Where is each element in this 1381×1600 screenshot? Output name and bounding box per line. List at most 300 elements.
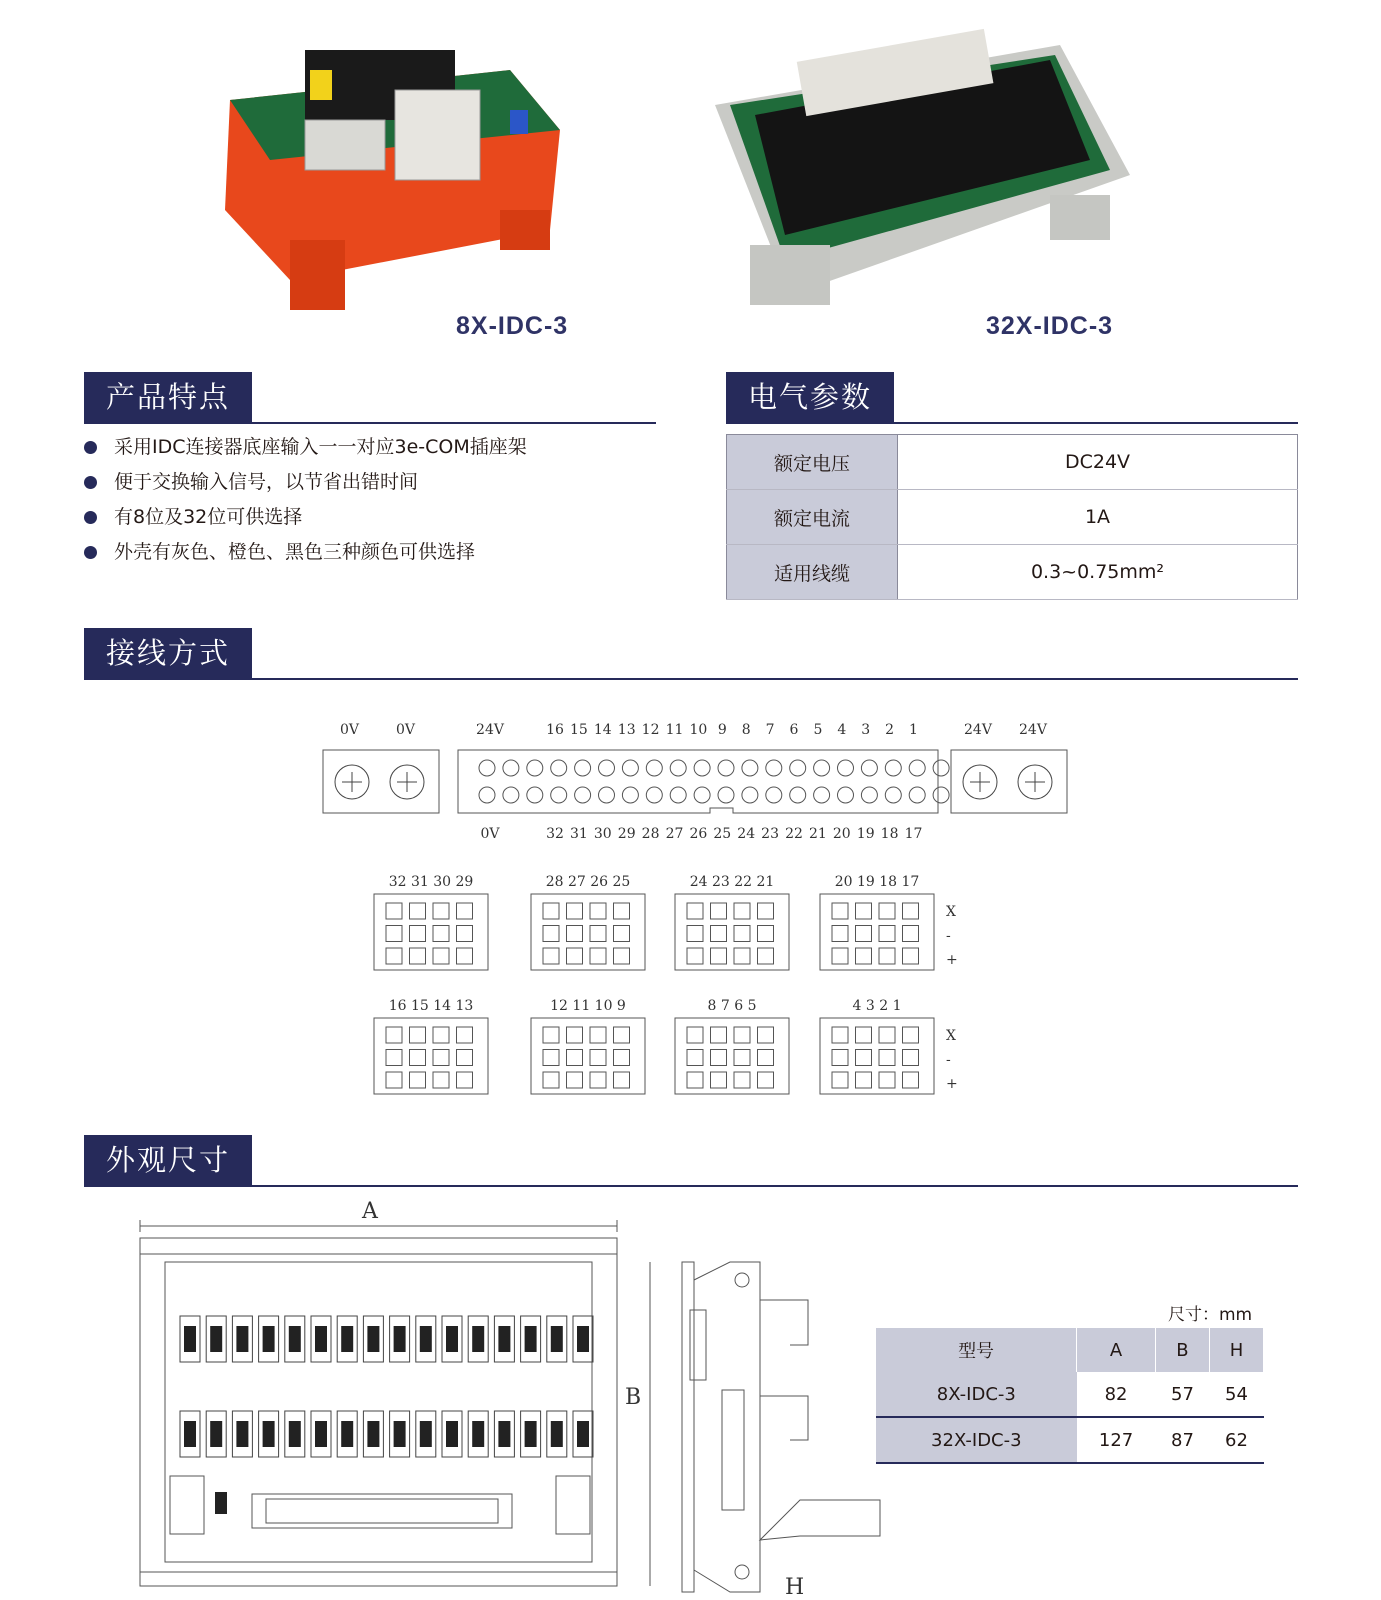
idc-pin xyxy=(527,787,543,803)
relay-slot xyxy=(367,1326,379,1352)
idc-pin xyxy=(718,787,734,803)
idc-top-labels xyxy=(476,722,918,738)
table-cell: 32X-IDC-3 xyxy=(876,1417,1077,1463)
idc-pin xyxy=(646,760,662,776)
relay-socket xyxy=(285,1316,305,1362)
feature-item: 有8位及32位可供选择 xyxy=(84,504,527,539)
idc-pin xyxy=(885,787,901,803)
relay-slot xyxy=(210,1421,222,1447)
terminal-cell xyxy=(903,948,919,964)
relay-slot xyxy=(289,1326,301,1352)
table-cell: 87 xyxy=(1155,1417,1209,1463)
terminal-group-label: 24 23 22 21 xyxy=(689,874,775,890)
relay-row xyxy=(180,1411,593,1457)
terminal-cell xyxy=(711,1072,727,1088)
terminal-cell xyxy=(758,1027,774,1043)
idc-pin-label: 18 xyxy=(880,826,899,842)
terminal-cell xyxy=(687,903,703,919)
relay-slot xyxy=(446,1326,458,1352)
side-mark: - xyxy=(946,1052,951,1068)
table-header-row xyxy=(876,1328,1264,1372)
terminal-cell xyxy=(879,1050,895,1066)
terminal-group-label: 28 27 26 25 xyxy=(545,874,631,890)
terminal-cell xyxy=(711,948,727,964)
relay-socket xyxy=(311,1316,331,1362)
terminal-cell xyxy=(856,1027,872,1043)
features-rule xyxy=(84,422,656,424)
relay-slot xyxy=(472,1326,484,1352)
relay-socket xyxy=(311,1411,331,1457)
side-mark: X xyxy=(946,904,956,920)
relay-slot xyxy=(577,1326,589,1352)
relay-slot xyxy=(525,1421,537,1447)
idc-pin-label: 21 xyxy=(808,826,827,842)
right-label-0: 24V xyxy=(964,722,992,738)
idc-pin-label: 20 xyxy=(832,826,851,842)
idc-pin-label: 2 xyxy=(885,722,895,738)
idc-pin xyxy=(479,787,495,803)
size-unit-label: 尺寸：mm xyxy=(1168,1305,1253,1325)
terminal-cell xyxy=(903,1050,919,1066)
relay-slot xyxy=(184,1421,196,1447)
terminal-cell xyxy=(567,1072,583,1088)
idc-pin xyxy=(861,760,877,776)
terminal-group-label: 12 11 10 9 xyxy=(550,998,626,1014)
terminal-group-label: 32 31 30 29 xyxy=(388,874,474,890)
idc-pin xyxy=(622,787,638,803)
idc-pin-label: 10 xyxy=(689,722,708,738)
idc-pin-label: 8 xyxy=(741,722,751,738)
terminal-cell xyxy=(457,1050,473,1066)
idc-pin-label: 19 xyxy=(856,826,875,842)
relay-socket xyxy=(363,1411,383,1457)
idc-bottom-labels xyxy=(480,826,922,842)
electrical-section-header xyxy=(726,372,1298,424)
idc-pin-label: 23 xyxy=(761,826,780,842)
terminal-group-box xyxy=(820,1018,934,1094)
table-cell: 62 xyxy=(1209,1417,1263,1463)
terminal-cell xyxy=(386,1050,402,1066)
terminal-cell xyxy=(457,926,473,942)
terminal-cell xyxy=(386,926,402,942)
dimensions-title: 外观尺寸 xyxy=(84,1135,252,1185)
idc-pin-label: 13 xyxy=(617,722,636,738)
right-terminal-block xyxy=(951,750,1067,813)
terminal-cell xyxy=(758,1050,774,1066)
wiring-rule xyxy=(84,678,1298,680)
relay-socket xyxy=(494,1411,514,1457)
relay-socket xyxy=(416,1411,436,1457)
idc-pin xyxy=(694,760,710,776)
terminal-cell xyxy=(386,1072,402,1088)
relay-socket xyxy=(337,1316,357,1362)
idc-pin xyxy=(814,787,830,803)
relay-socket xyxy=(180,1411,200,1457)
idc-pin xyxy=(599,787,615,803)
terminal-cell xyxy=(903,1027,919,1043)
param-key: 额定电压 xyxy=(727,435,898,490)
relay-slot xyxy=(236,1326,248,1352)
left-terminal-screws xyxy=(335,765,424,799)
features-title: 产品特点 xyxy=(84,372,252,422)
param-key: 适用线缆 xyxy=(727,545,898,600)
relay-slot xyxy=(184,1326,196,1352)
feature-item: 外壳有灰色、橙色、黑色三种颜色可供选择 xyxy=(84,539,527,574)
right-label-1: 24V xyxy=(1019,722,1047,738)
terminal-cell xyxy=(734,926,750,942)
relay-slot xyxy=(551,1326,563,1352)
terminal-cell xyxy=(832,1072,848,1088)
terminal-cell xyxy=(879,903,895,919)
idc-pin xyxy=(622,760,638,776)
idc-pin-label: 29 xyxy=(617,826,636,842)
terminal-cell xyxy=(734,1072,750,1088)
idc-pin-label: 9 xyxy=(717,722,727,738)
idc-pin-label: 32 xyxy=(546,826,564,842)
terminal-cell xyxy=(856,1050,872,1066)
wiring-section-header xyxy=(84,628,1298,680)
idc-pin-label: 6 xyxy=(789,722,799,738)
terminal-cell xyxy=(856,948,872,964)
relay-socket xyxy=(259,1316,279,1362)
side-mark: + xyxy=(946,1076,958,1092)
terminal-cell xyxy=(567,1050,583,1066)
relay-slot xyxy=(394,1326,406,1352)
terminal-cell xyxy=(543,903,559,919)
terminal-cell xyxy=(856,926,872,942)
dim-label-h: H xyxy=(785,1575,805,1600)
terminal-cell xyxy=(410,1027,426,1043)
relay-socket xyxy=(285,1411,305,1457)
idc-pin-label: 25 xyxy=(713,826,732,842)
relay-socket xyxy=(259,1411,279,1457)
idc-pin-label: 7 xyxy=(765,722,775,738)
terminal-cell xyxy=(758,1072,774,1088)
idc-pin xyxy=(551,760,567,776)
terminal-cell xyxy=(879,948,895,964)
terminal-cell xyxy=(856,903,872,919)
relay-socket xyxy=(521,1316,541,1362)
terminal-cell xyxy=(758,926,774,942)
dim-label-b: B xyxy=(625,1385,642,1410)
terminal-cell xyxy=(457,1027,473,1043)
terminal-cell xyxy=(614,1072,630,1088)
param-value: 1A xyxy=(898,490,1298,545)
terminal-group-box xyxy=(675,894,789,970)
terminal-group-box xyxy=(675,1018,789,1094)
relay-socket xyxy=(442,1316,462,1362)
relay-socket xyxy=(573,1316,593,1362)
relay-slot xyxy=(236,1421,248,1447)
relay-socket xyxy=(390,1411,410,1457)
terminal-cell xyxy=(879,1027,895,1043)
relay-slot xyxy=(498,1326,510,1352)
terminal-cell xyxy=(543,1072,559,1088)
column-header: A xyxy=(1077,1328,1156,1372)
terminal-cell xyxy=(832,948,848,964)
idc-pin-label: 1 xyxy=(909,722,918,738)
idc-pin xyxy=(575,787,591,803)
terminal-cell xyxy=(903,1072,919,1088)
terminal-group-label: 16 15 14 13 xyxy=(388,998,474,1014)
idc-pin xyxy=(838,787,854,803)
relay-socket xyxy=(547,1316,567,1362)
idc-pin xyxy=(503,787,519,803)
idc-pin xyxy=(479,760,495,776)
idc-pin-label: 26 xyxy=(689,826,708,842)
terminal-cell xyxy=(590,948,606,964)
relay-socket xyxy=(232,1411,252,1457)
terminal-cell xyxy=(614,926,630,942)
idc-pin xyxy=(670,760,686,776)
relay-socket xyxy=(573,1411,593,1457)
idc-pin xyxy=(599,760,615,776)
relay-socket xyxy=(468,1411,488,1457)
terminal-cell xyxy=(433,926,449,942)
terminal-cell xyxy=(457,1072,473,1088)
idc-pin xyxy=(933,760,949,776)
idc-pin xyxy=(790,760,806,776)
idc-pin xyxy=(838,760,854,776)
terminal-cell xyxy=(410,926,426,942)
idc-pin-label: 24V xyxy=(476,722,504,738)
table-cell: 54 xyxy=(1209,1372,1263,1417)
relay-socket xyxy=(494,1316,514,1362)
idc-pin xyxy=(742,787,758,803)
product-photo-32x xyxy=(710,5,1140,320)
terminal-cell xyxy=(879,1072,895,1088)
terminal-groups xyxy=(374,874,958,1094)
relay-slot xyxy=(394,1421,406,1447)
param-key: 额定电流 xyxy=(727,490,898,545)
terminal-cell xyxy=(614,903,630,919)
dimension-drawing-side xyxy=(682,1262,880,1600)
relay-slot xyxy=(315,1421,327,1447)
terminal-cell xyxy=(734,1027,750,1043)
terminal-cell xyxy=(567,1027,583,1043)
relay-socket xyxy=(521,1411,541,1457)
relay-slot xyxy=(263,1326,275,1352)
idc-pin xyxy=(861,787,877,803)
terminal-cell xyxy=(903,903,919,919)
idc-pin xyxy=(766,787,782,803)
terminal-cell xyxy=(386,948,402,964)
idc-pin xyxy=(790,787,806,803)
idc-pin xyxy=(814,760,830,776)
terminal-cell xyxy=(567,926,583,942)
relay-socket xyxy=(232,1316,252,1362)
idc-pin xyxy=(885,760,901,776)
terminal-group-label: 20 19 18 17 xyxy=(834,874,920,890)
terminal-group-label: 4 3 2 1 xyxy=(852,998,902,1014)
terminal-cell xyxy=(590,1072,606,1088)
relay-slot xyxy=(420,1326,432,1352)
relay-slot xyxy=(263,1421,275,1447)
idc-pin xyxy=(694,787,710,803)
terminal-cell xyxy=(433,948,449,964)
terminal-cell xyxy=(590,1050,606,1066)
terminal-cell xyxy=(543,1027,559,1043)
terminal-cell xyxy=(711,1050,727,1066)
relay-slot xyxy=(367,1421,379,1447)
relay-slot xyxy=(472,1421,484,1447)
idc-pin-label: 24 xyxy=(737,826,756,842)
terminal-cell xyxy=(832,1050,848,1066)
dim-label-a: A xyxy=(362,1199,378,1224)
relay-socket xyxy=(547,1411,567,1457)
idc-pin xyxy=(933,787,949,803)
terminal-cell xyxy=(614,948,630,964)
product-label-8x: 8X-IDC-3 xyxy=(456,312,569,340)
left-label-0: 0V xyxy=(340,722,360,738)
relay-row xyxy=(180,1316,593,1362)
idc-pin-label: 27 xyxy=(665,826,684,842)
column-header: B xyxy=(1155,1328,1209,1372)
column-header: 型号 xyxy=(876,1328,1077,1372)
table-cell: 127 xyxy=(1077,1417,1156,1463)
relay-slot xyxy=(315,1326,327,1352)
relay-socket xyxy=(442,1411,462,1457)
terminal-cell xyxy=(410,903,426,919)
terminal-cell xyxy=(590,903,606,919)
relay-slot xyxy=(446,1421,458,1447)
terminal-cell xyxy=(433,1072,449,1088)
terminal-cell xyxy=(457,903,473,919)
terminal-group-label: 8 7 6 5 xyxy=(707,998,757,1014)
terminal-cell xyxy=(687,948,703,964)
right-terminal-screws xyxy=(963,765,1052,799)
terminal-cell xyxy=(386,903,402,919)
relay-slot xyxy=(210,1326,222,1352)
terminal-cell xyxy=(687,1027,703,1043)
idc-pin xyxy=(503,760,519,776)
wiring-title: 接线方式 xyxy=(84,628,252,678)
idc-pin-label: 3 xyxy=(861,722,871,738)
dimensions-table xyxy=(876,1328,1264,1464)
idc-pin-label: 17 xyxy=(904,826,923,842)
terminal-cell xyxy=(687,1072,703,1088)
terminal-cell xyxy=(543,1050,559,1066)
table-row xyxy=(876,1372,1264,1417)
terminal-cell xyxy=(758,948,774,964)
terminal-cell xyxy=(758,903,774,919)
terminal-cell xyxy=(457,948,473,964)
product-photo-8x xyxy=(210,10,590,320)
relay-socket xyxy=(468,1316,488,1362)
relay-socket xyxy=(206,1411,226,1457)
terminal-cell xyxy=(567,948,583,964)
terminal-cell xyxy=(433,1050,449,1066)
terminal-cell xyxy=(734,948,750,964)
dimensions-section-header xyxy=(84,1135,1298,1187)
table-row xyxy=(727,545,1298,600)
idc-pin-label: 11 xyxy=(665,722,684,738)
terminal-cell xyxy=(410,1050,426,1066)
dimension-drawing-front xyxy=(140,1220,650,1586)
terminal-cell xyxy=(543,926,559,942)
electrical-rule xyxy=(726,422,1298,424)
param-value: 0.3~0.75mm² xyxy=(898,545,1298,600)
table-cell: 82 xyxy=(1077,1372,1156,1417)
relay-socket xyxy=(337,1411,357,1457)
table-row xyxy=(727,490,1298,545)
relay-socket xyxy=(363,1316,383,1362)
left-label-1: 0V xyxy=(396,722,416,738)
idc-pin-label: 22 xyxy=(785,826,803,842)
idc-pin-label: 5 xyxy=(813,722,823,738)
feature-item: 便于交换输入信号，以节省出错时间 xyxy=(84,469,527,504)
relay-slot xyxy=(420,1421,432,1447)
terminal-cell xyxy=(614,1050,630,1066)
terminal-cell xyxy=(711,926,727,942)
terminal-cell xyxy=(543,948,559,964)
terminal-cell xyxy=(410,1072,426,1088)
idc-connector xyxy=(458,750,938,813)
relay-socket xyxy=(390,1316,410,1362)
table-row xyxy=(727,435,1298,490)
terminal-cell xyxy=(386,1027,402,1043)
features-section-header xyxy=(84,372,656,424)
terminal-group-box xyxy=(531,1018,645,1094)
relay-slot xyxy=(341,1326,353,1352)
side-mark: + xyxy=(946,952,958,968)
product-label-32x: 32X-IDC-3 xyxy=(986,312,1114,340)
features-list xyxy=(84,434,527,574)
terminal-cell xyxy=(832,926,848,942)
table-cell: 57 xyxy=(1155,1372,1209,1417)
idc-pin xyxy=(527,760,543,776)
terminal-cell xyxy=(711,1027,727,1043)
idc-pin-label: 14 xyxy=(593,722,612,738)
terminal-cell xyxy=(410,948,426,964)
terminal-cell xyxy=(856,1072,872,1088)
electrical-params-table xyxy=(726,434,1298,600)
terminal-cell xyxy=(614,1027,630,1043)
terminal-cell xyxy=(879,926,895,942)
table-cell: 8X-IDC-3 xyxy=(876,1372,1077,1417)
terminal-group-box xyxy=(820,894,934,970)
relay-slot xyxy=(289,1421,301,1447)
side-mark: X xyxy=(946,1028,956,1044)
relay-socket xyxy=(416,1316,436,1362)
terminal-cell xyxy=(433,1027,449,1043)
idc-pin xyxy=(718,760,734,776)
idc-pin xyxy=(646,787,662,803)
side-mark: - xyxy=(946,928,951,944)
terminal-group-box xyxy=(374,894,488,970)
terminal-cell xyxy=(687,926,703,942)
idc-pin xyxy=(909,787,925,803)
terminal-cell xyxy=(734,903,750,919)
idc-pin-label: 15 xyxy=(569,722,588,738)
terminal-cell xyxy=(832,903,848,919)
terminal-group-box xyxy=(531,894,645,970)
idc-pin-label: 31 xyxy=(569,826,588,842)
electrical-title: 电气参数 xyxy=(726,372,894,422)
param-value: DC24V xyxy=(898,435,1298,490)
relay-slot xyxy=(551,1421,563,1447)
idc-pin xyxy=(909,760,925,776)
terminal-cell xyxy=(734,1050,750,1066)
dimensions-rule xyxy=(84,1185,1298,1187)
idc-pin xyxy=(766,760,782,776)
relay-socket xyxy=(206,1316,226,1362)
relay-slot xyxy=(525,1326,537,1352)
feature-item: 采用IDC连接器底座输入一一对应3e-COM插座架 xyxy=(84,434,527,469)
idc-pin-label: 28 xyxy=(641,826,660,842)
relay-slot xyxy=(341,1421,353,1447)
idc-pin-label: 0V xyxy=(480,826,500,842)
